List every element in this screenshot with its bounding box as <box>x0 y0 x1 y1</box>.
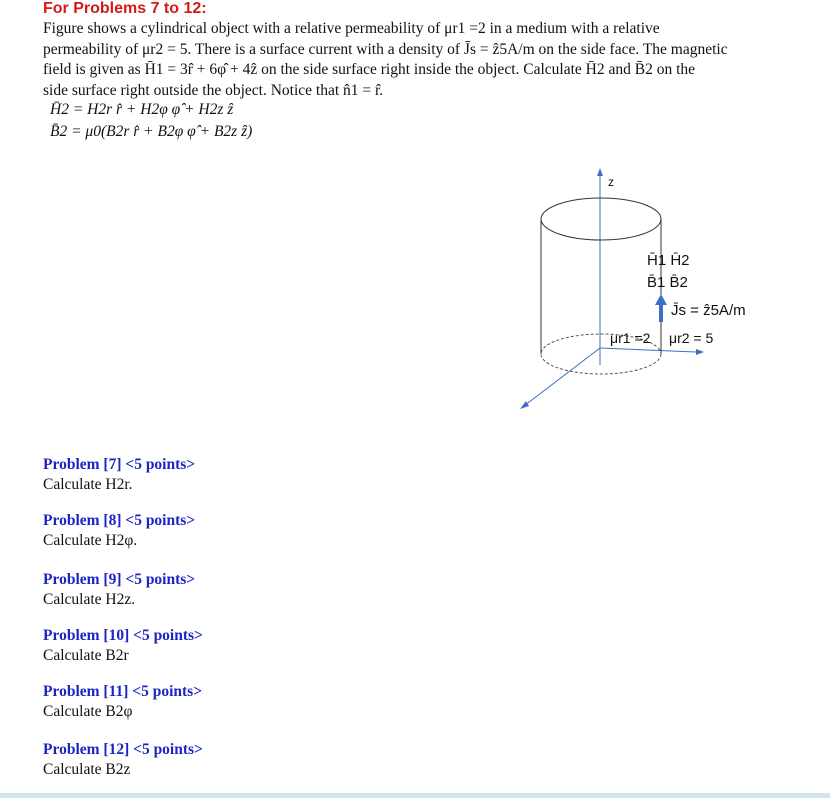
problem-7-title: Problem [7] <5 points> <box>43 456 196 473</box>
y-axis <box>600 348 696 352</box>
problem-11-calc: Calculate B2φ <box>43 703 133 720</box>
problem-12-calc: Calculate B2z <box>43 761 131 778</box>
x-axis-arrowhead <box>520 401 529 409</box>
current-arrow-head <box>655 294 667 305</box>
x-axis <box>524 348 600 406</box>
problem-7-calc: Calculate H2r. <box>43 476 133 493</box>
current-density-label: J̄s = ẑ5A/m <box>671 302 746 319</box>
problem-10-calc: Calculate B2r <box>43 647 129 664</box>
problem-7 <box>43 455 195 495</box>
viewer-bottom-bar <box>0 793 830 798</box>
problem-8 <box>43 511 195 551</box>
statement-line-2: permeability of μr2 = 5. There is a surface current with a density of J̄s = ẑ5A/m on the side face. The magnetic <box>43 40 728 58</box>
problem-11-title: Problem [11] <5 points> <box>43 683 203 700</box>
equation-b2: B̄2 = μ0(B2r r̂ + B2φ φ̂ + B2z ẑ) <box>50 123 253 140</box>
problem-11 <box>43 682 202 722</box>
problem-8-calc: Calculate H2φ. <box>43 532 138 549</box>
mu1-label: μr1 =2 <box>610 330 651 346</box>
statement-line-4: side surface right outside the object. Notice that n̂1 = r̂. <box>43 81 384 99</box>
statement-line-1: Figure shows a cylindrical object with a relative permeability of μr1 =2 in a medium with a relative <box>43 20 660 37</box>
mu2-label: μr2 = 5 <box>669 330 714 346</box>
b-field-labels: B̄1 B̄2 <box>647 274 688 291</box>
problem-12-title: Problem [12] <5 points> <box>43 741 203 758</box>
z-axis-arrowhead <box>597 168 603 176</box>
problem-8-title: Problem [8] <5 points> <box>43 512 196 529</box>
problem-10-title: Problem [10] <5 points> <box>43 627 203 644</box>
section-heading: For Problems 7 to 12: <box>43 0 207 17</box>
problem-12 <box>43 740 203 780</box>
equation-h2: H̄2 = H2r r̂ + H2φ φ̂ + H2z ẑ <box>50 101 234 118</box>
y-axis-arrowhead <box>696 349 704 355</box>
h-field-labels: H̄1 H̄2 <box>647 252 690 269</box>
problem-9-title: Problem [9] <5 points> <box>43 571 196 588</box>
problem-9 <box>43 570 195 610</box>
z-label: z <box>608 175 614 189</box>
problem-10 <box>43 626 203 666</box>
problem-9-calc: Calculate H2z. <box>43 591 136 608</box>
cylinder-top <box>541 198 661 240</box>
statement-line-3: field is given as H̄1 = 3r̂ + 6φ̂ + 4ẑ on the side surface right inside the object. Calculate H̄2 and B̄2 on the <box>43 61 695 78</box>
